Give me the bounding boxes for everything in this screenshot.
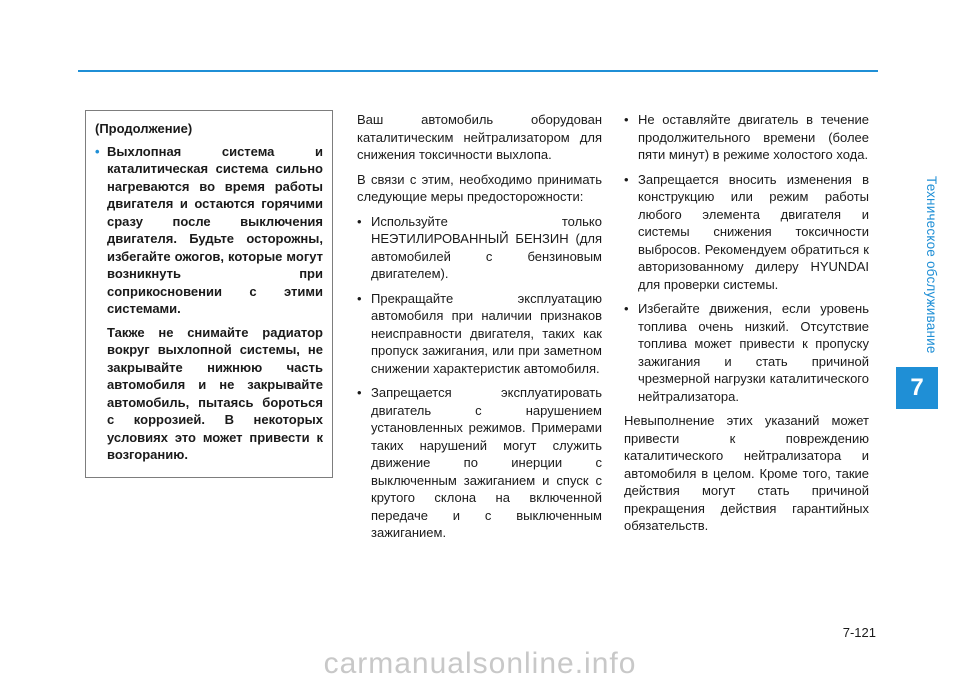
header-rule	[78, 70, 878, 72]
warning-bullet-text: Выхлопная система и каталитическая система сильно нагреваются во время работы двигателя и остаются горячими сразу после выключения двигателя. Будьте осторожны, избегайте ожогов, которые могут возникнуть при соприкосновении с этими системами.	[107, 143, 323, 316]
list-item-text: Запрещается вносить изменения в конструкцию или режим работы любого элемента двигателя и системы снижения токсичности выбросов. Рекомендуем обратиться к авторизованному дилеру HYUNDAI для проверки системы.	[638, 171, 869, 292]
warning-box	[85, 110, 333, 478]
watermark: carmanualsonline.info	[323, 647, 637, 680]
warning-heading: (Продолжение)	[95, 121, 193, 136]
bullet-icon: •	[357, 213, 362, 229]
list-item-text: Используйте только НЕЭТИЛИРОВАННЫЙ БЕНЗИН (для автомобилей с бензиновым двигателем).	[371, 213, 602, 281]
list-item	[357, 213, 602, 283]
page-number: 7-121	[842, 625, 876, 640]
bullet-icon: •	[624, 171, 629, 187]
middle-column	[357, 111, 602, 549]
bullet-icon: •	[357, 290, 362, 306]
bullet-icon: •	[624, 112, 629, 127]
list-item-text: Избегайте движения, если уровень топлива очень низкий. Отсутствие топлива может привести к пропуску зажигания и стать причиной чрезмерной нагрузки каталитического нейтрализатора.	[638, 301, 869, 404]
list-item	[357, 384, 602, 542]
section-side-label: Техническое обслуживание	[924, 176, 939, 354]
list-item-text: Прекращайте эксплуатацию автомобиля при наличии признаков неисправности двигателя, таких как пропуск зажигания, или при заметном снижении характеристик автомобиля.	[371, 290, 602, 376]
warning-bullet	[95, 143, 323, 318]
right-column	[624, 111, 869, 542]
bullet-icon: •	[624, 301, 629, 316]
chapter-number-tab: 7	[896, 367, 938, 409]
list-item	[624, 171, 869, 294]
bullet-icon: •	[357, 385, 362, 400]
warning-paragraph: Также не снимайте радиатор вокруг выхлопной системы, не закрывайте нижнюю часть автомобиля и не закрывайте автомобиль, пытаясь бороться с коррозией. В некоторых условиях это может привести к возгоранию.	[107, 324, 323, 462]
list-item	[624, 300, 869, 405]
closing-paragraph: Невыполнение этих указаний может привести к повреждению каталитического нейтрализатора и автомобиля в целом. Кроме того, такие действия могут стать причиной прекращения действия гарантийных обязательств.	[624, 413, 869, 533]
intro-paragraph: Ваш автомобиль оборудован каталитическим нейтрализатором для снижения токсичности выхлопа.	[357, 112, 602, 162]
list-item	[357, 290, 602, 378]
list-item-text: Не оставляйте двигатель в течение продолжительного времени (более пяти минут) в режиме холостого хода.	[638, 112, 869, 162]
lead-paragraph: В связи с этим, необходимо принимать следующие меры предосторожности:	[357, 171, 602, 204]
bullet-icon: •	[95, 143, 100, 159]
list-item	[624, 111, 869, 164]
list-item-text: Запрещается эксплуатировать двигатель с нарушением установленных режимов. Примерами таких нарушений могут служить движение по инерции с выключенным зажиганием и спуск с крутого склона на включенной передаче и с выключенным зажиганием.	[371, 385, 602, 540]
